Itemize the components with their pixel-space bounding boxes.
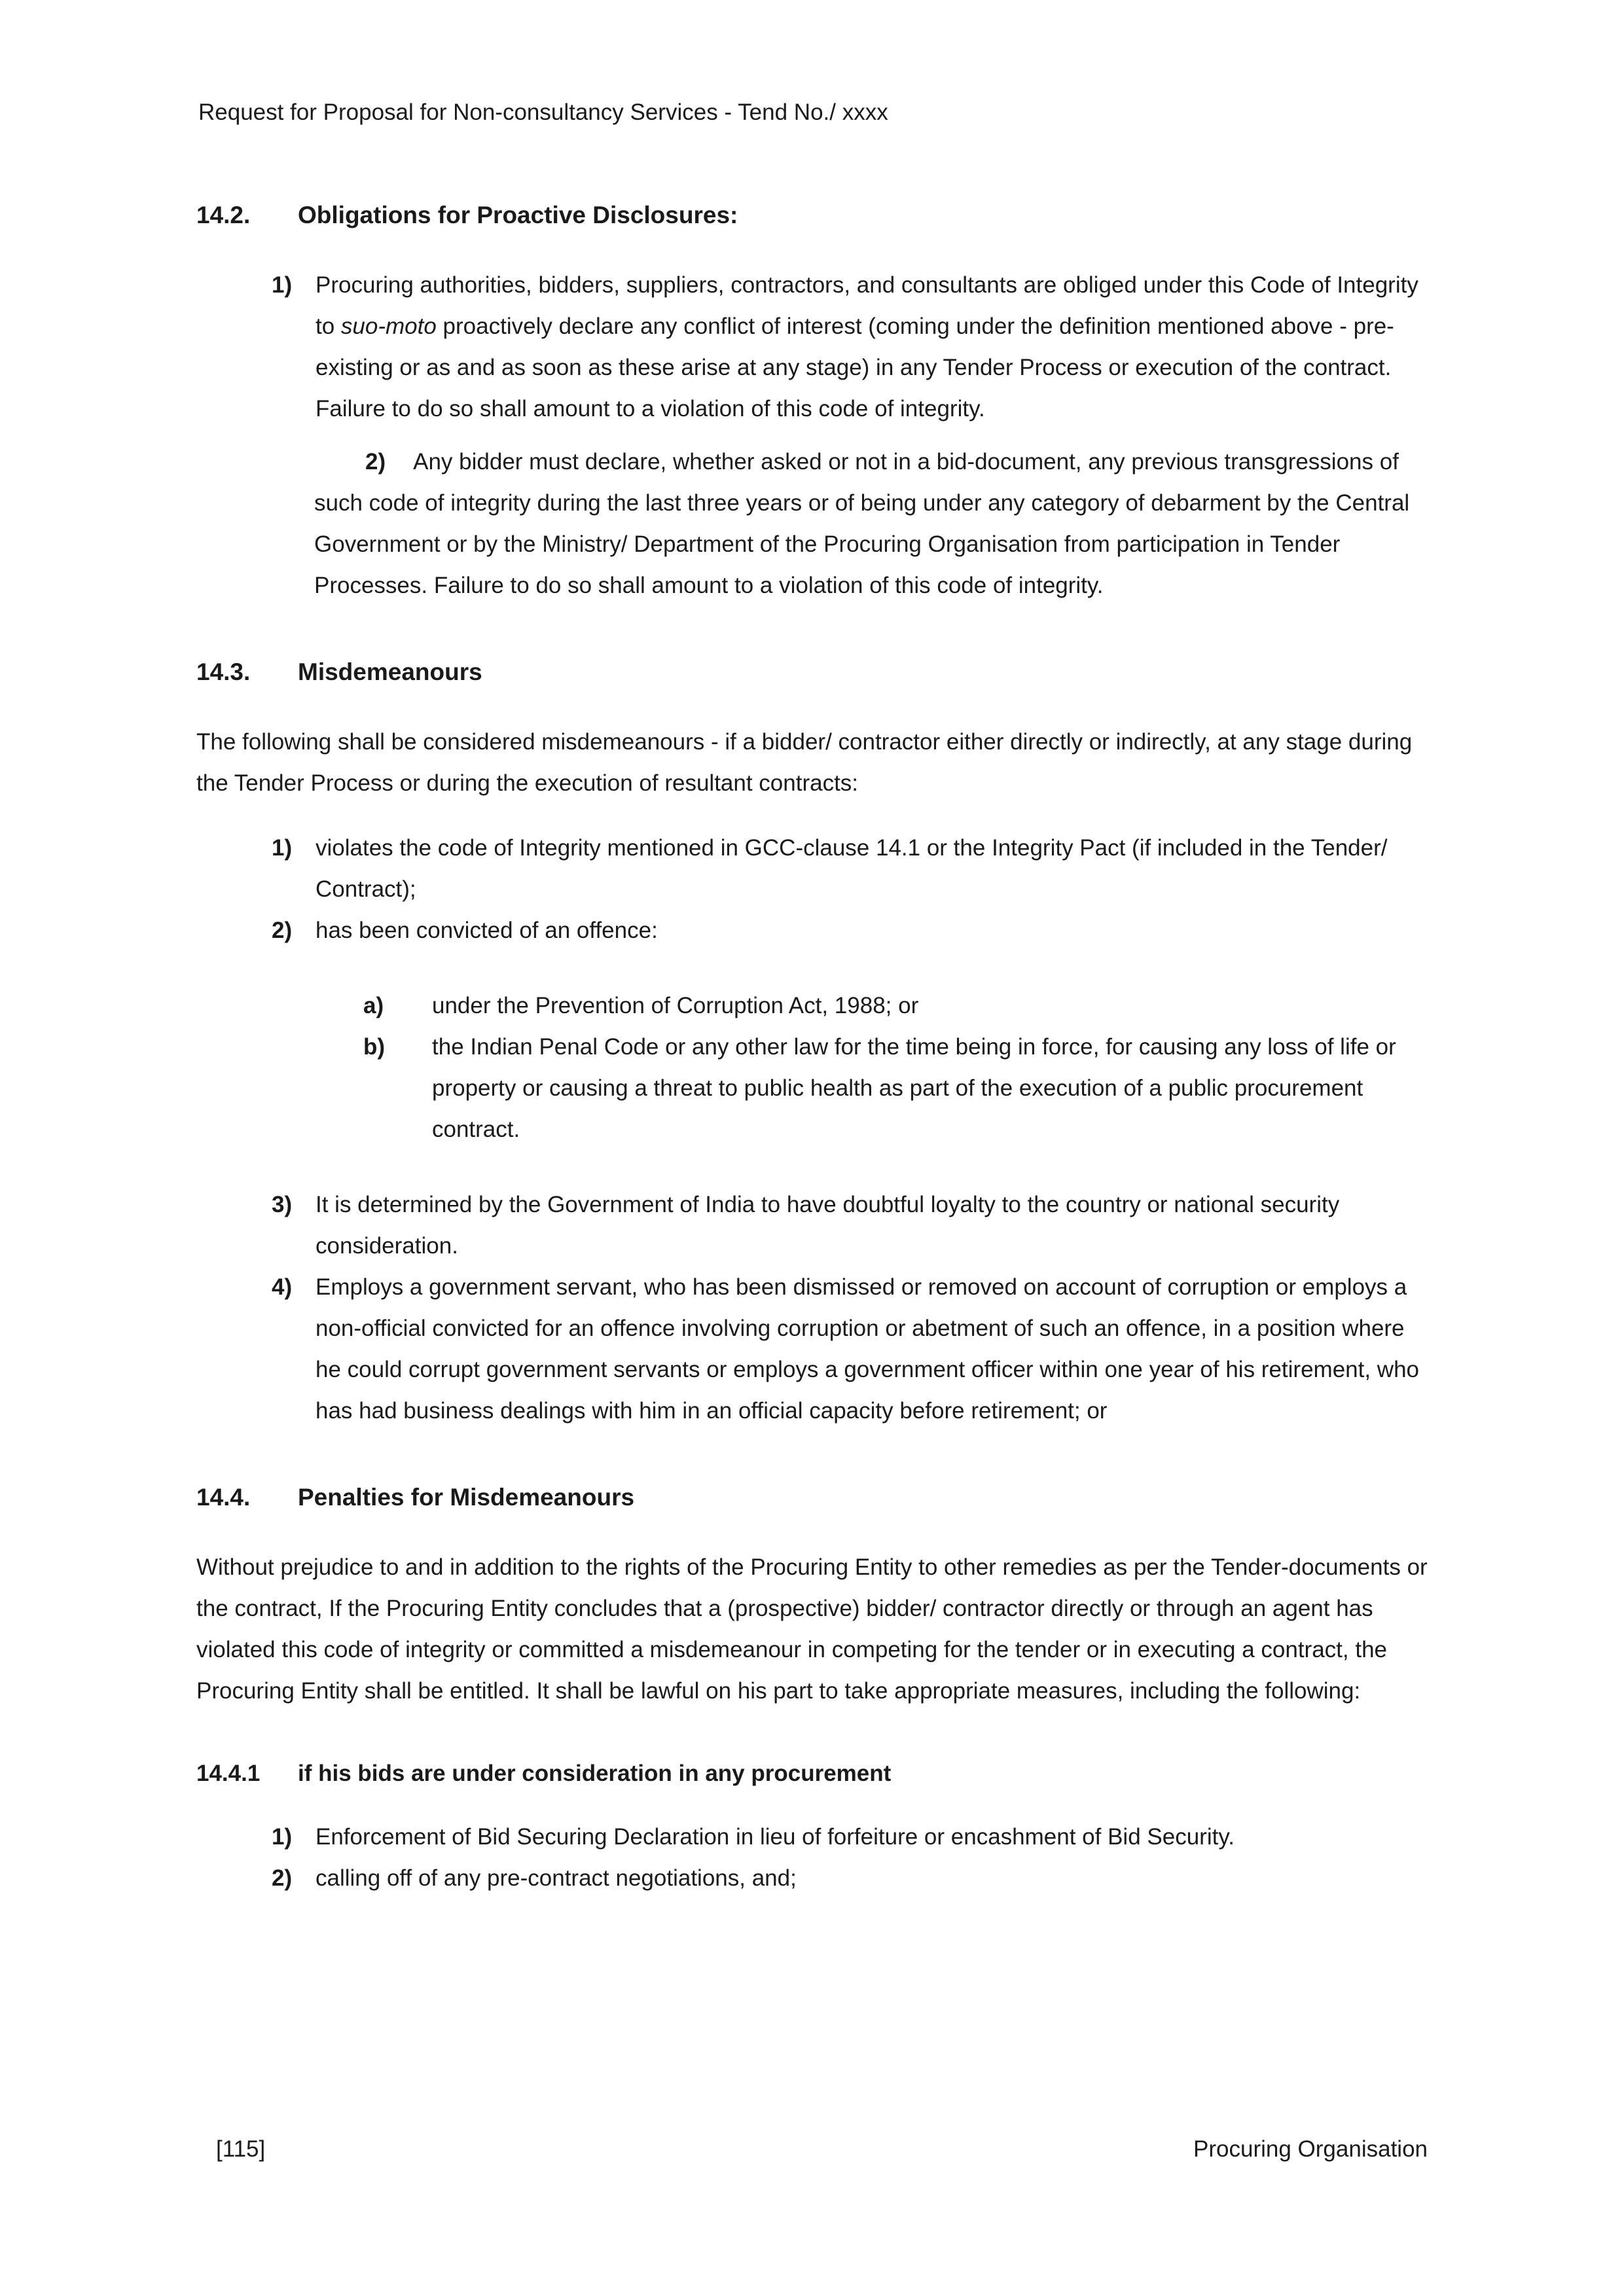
section-14-2 bbox=[196, 200, 1428, 606]
list-item-number: 3) bbox=[272, 1192, 293, 1217]
subsection-heading-14-4-1 bbox=[196, 1759, 1428, 1789]
section-14-4 bbox=[196, 1482, 1428, 1899]
list-item-text: Employs a government servant, who has been dismissed or removed on account of corruption or employs a non-official convicted for an offence involving corruption or abetment of such an offence, in a position where he could corrupt government servants or employs a government officer within one year of his retirement, who has had business dealings with him in an official capacity before retirement; or bbox=[316, 1274, 1420, 1424]
list-item-number: 2) bbox=[365, 449, 386, 475]
page-footer bbox=[216, 2135, 1428, 2164]
list-item-14-3-2 bbox=[272, 910, 1428, 951]
list-item-number: 1) bbox=[272, 272, 293, 298]
list-item-number: 1) bbox=[272, 1824, 293, 1850]
section-title: Misdemeanours bbox=[298, 658, 482, 685]
sublist-item-text: the Indian Penal Code or any other law for the time being in force, for causing any loss of life or property or causing a threat to public health as part of the execution of a public procurement contract. bbox=[432, 1034, 1396, 1142]
section-heading-14-4 bbox=[196, 1482, 1428, 1513]
list-item-number: 1) bbox=[272, 835, 293, 861]
sublist-item-b bbox=[363, 1026, 1428, 1150]
section-number: 14.2. bbox=[196, 202, 251, 228]
sublist-item-letter: a) bbox=[363, 993, 384, 1018]
section-14-3 bbox=[196, 657, 1428, 1431]
list-item-text-post: proactively declare any conflict of interest (coming under the definition mentioned above - pre-existing or as and as soon as these arise at any stage) in any Tender Process or execution of the contract. Failure to do so shall amount to a violation of this code of integrity. bbox=[316, 314, 1394, 422]
section-number: 14.3. bbox=[196, 658, 251, 685]
section-number: 14.4. bbox=[196, 1484, 251, 1511]
list-item-text: Any bidder must declare, whether asked or not in a bid-document, any previous transgressions of such code of integrity during the last three years or of being under any category of debarment by the Central Government or by the Ministry/ Department of the Procuring Organisation from participation in Tender Processes. Failure to do so shall amount to a violation of this code of integrity. bbox=[314, 449, 1410, 598]
list-item-text: has been convicted of an offence: bbox=[316, 918, 658, 943]
list-item-text: calling off of any pre-contract negotiations, and; bbox=[316, 1865, 797, 1891]
sublist-item-letter: b) bbox=[363, 1034, 386, 1060]
sublist-14-3-2 bbox=[196, 985, 1428, 1150]
section-intro-14-3: The following shall be considered misdemeanours - if a bidder/ contractor either directly or indirectly, at any stage during the Tender Process or during the execution of resultant contracts: bbox=[196, 729, 1413, 796]
list-item-text-italic: suo-moto bbox=[340, 314, 437, 339]
list-item-number: 2) bbox=[272, 918, 293, 943]
list-item-number: 2) bbox=[272, 1865, 293, 1891]
page-header bbox=[198, 98, 1428, 127]
list-item-14-4-1-2 bbox=[272, 1857, 1428, 1899]
subsection-number: 14.4.1 bbox=[196, 1761, 261, 1786]
section-heading-14-2 bbox=[196, 200, 1428, 230]
list-item-number: 4) bbox=[272, 1274, 293, 1300]
list-item-text: It is determined by the Government of India to have doubtful loyalty to the country or national security consideration. bbox=[316, 1192, 1340, 1259]
sublist-item-text: under the Prevention of Corruption Act, 1988; or bbox=[432, 993, 919, 1018]
list-item-14-4-1-1 bbox=[272, 1816, 1428, 1857]
list-item-14-3-4 bbox=[272, 1266, 1428, 1431]
list-item-text bbox=[316, 264, 1428, 429]
list-item-14-3-3 bbox=[272, 1184, 1428, 1266]
section-intro-14-4: Without prejudice to and in addition to the rights of the Procuring Entity to other remedies as per the Tender-documents or the contract, If the Procuring Entity concludes that a (prospective) bidder/ contractor directly or through an agent has violated this code of integrity or committed a misdemeanour in competing for the tender or in executing a contract, the Procuring Entity shall be entitled. It shall be lawful on his part to take appropriate measures, including the following: bbox=[196, 1554, 1428, 1704]
list-item-text: Enforcement of Bid Securing Declaration in lieu of forfeiture or encashment of Bid Security. bbox=[316, 1824, 1235, 1850]
list-item-14-3-1 bbox=[272, 827, 1428, 910]
sublist-item-a bbox=[363, 985, 1428, 1026]
list-item-14-2-1 bbox=[272, 264, 1428, 429]
footer-page-number: [115] bbox=[216, 2136, 266, 2162]
footer-organisation: Procuring Organisation bbox=[1193, 2136, 1428, 2162]
subsection-title: if his bids are under consideration in any procurement bbox=[298, 1761, 892, 1786]
section-title: Penalties for Misdemeanours bbox=[298, 1484, 635, 1511]
page-header-text: Request for Proposal for Non-consultancy Services - Tend No./ xxxx bbox=[198, 99, 888, 125]
list-item-text-pre: Procuring authorities, bidders, suppliers, contractors, and consultants are obliged under this Code of Integrity to bbox=[316, 272, 1418, 339]
section-title: Obligations for Proactive Disclosures: bbox=[298, 202, 738, 228]
list-item-text: violates the code of Integrity mentioned in GCC-clause 14.1 or the Integrity Pact (if included in the Tender/ Contract); bbox=[316, 835, 1388, 902]
section-heading-14-3 bbox=[196, 657, 1428, 687]
list-item-14-2-2 bbox=[314, 441, 1428, 606]
